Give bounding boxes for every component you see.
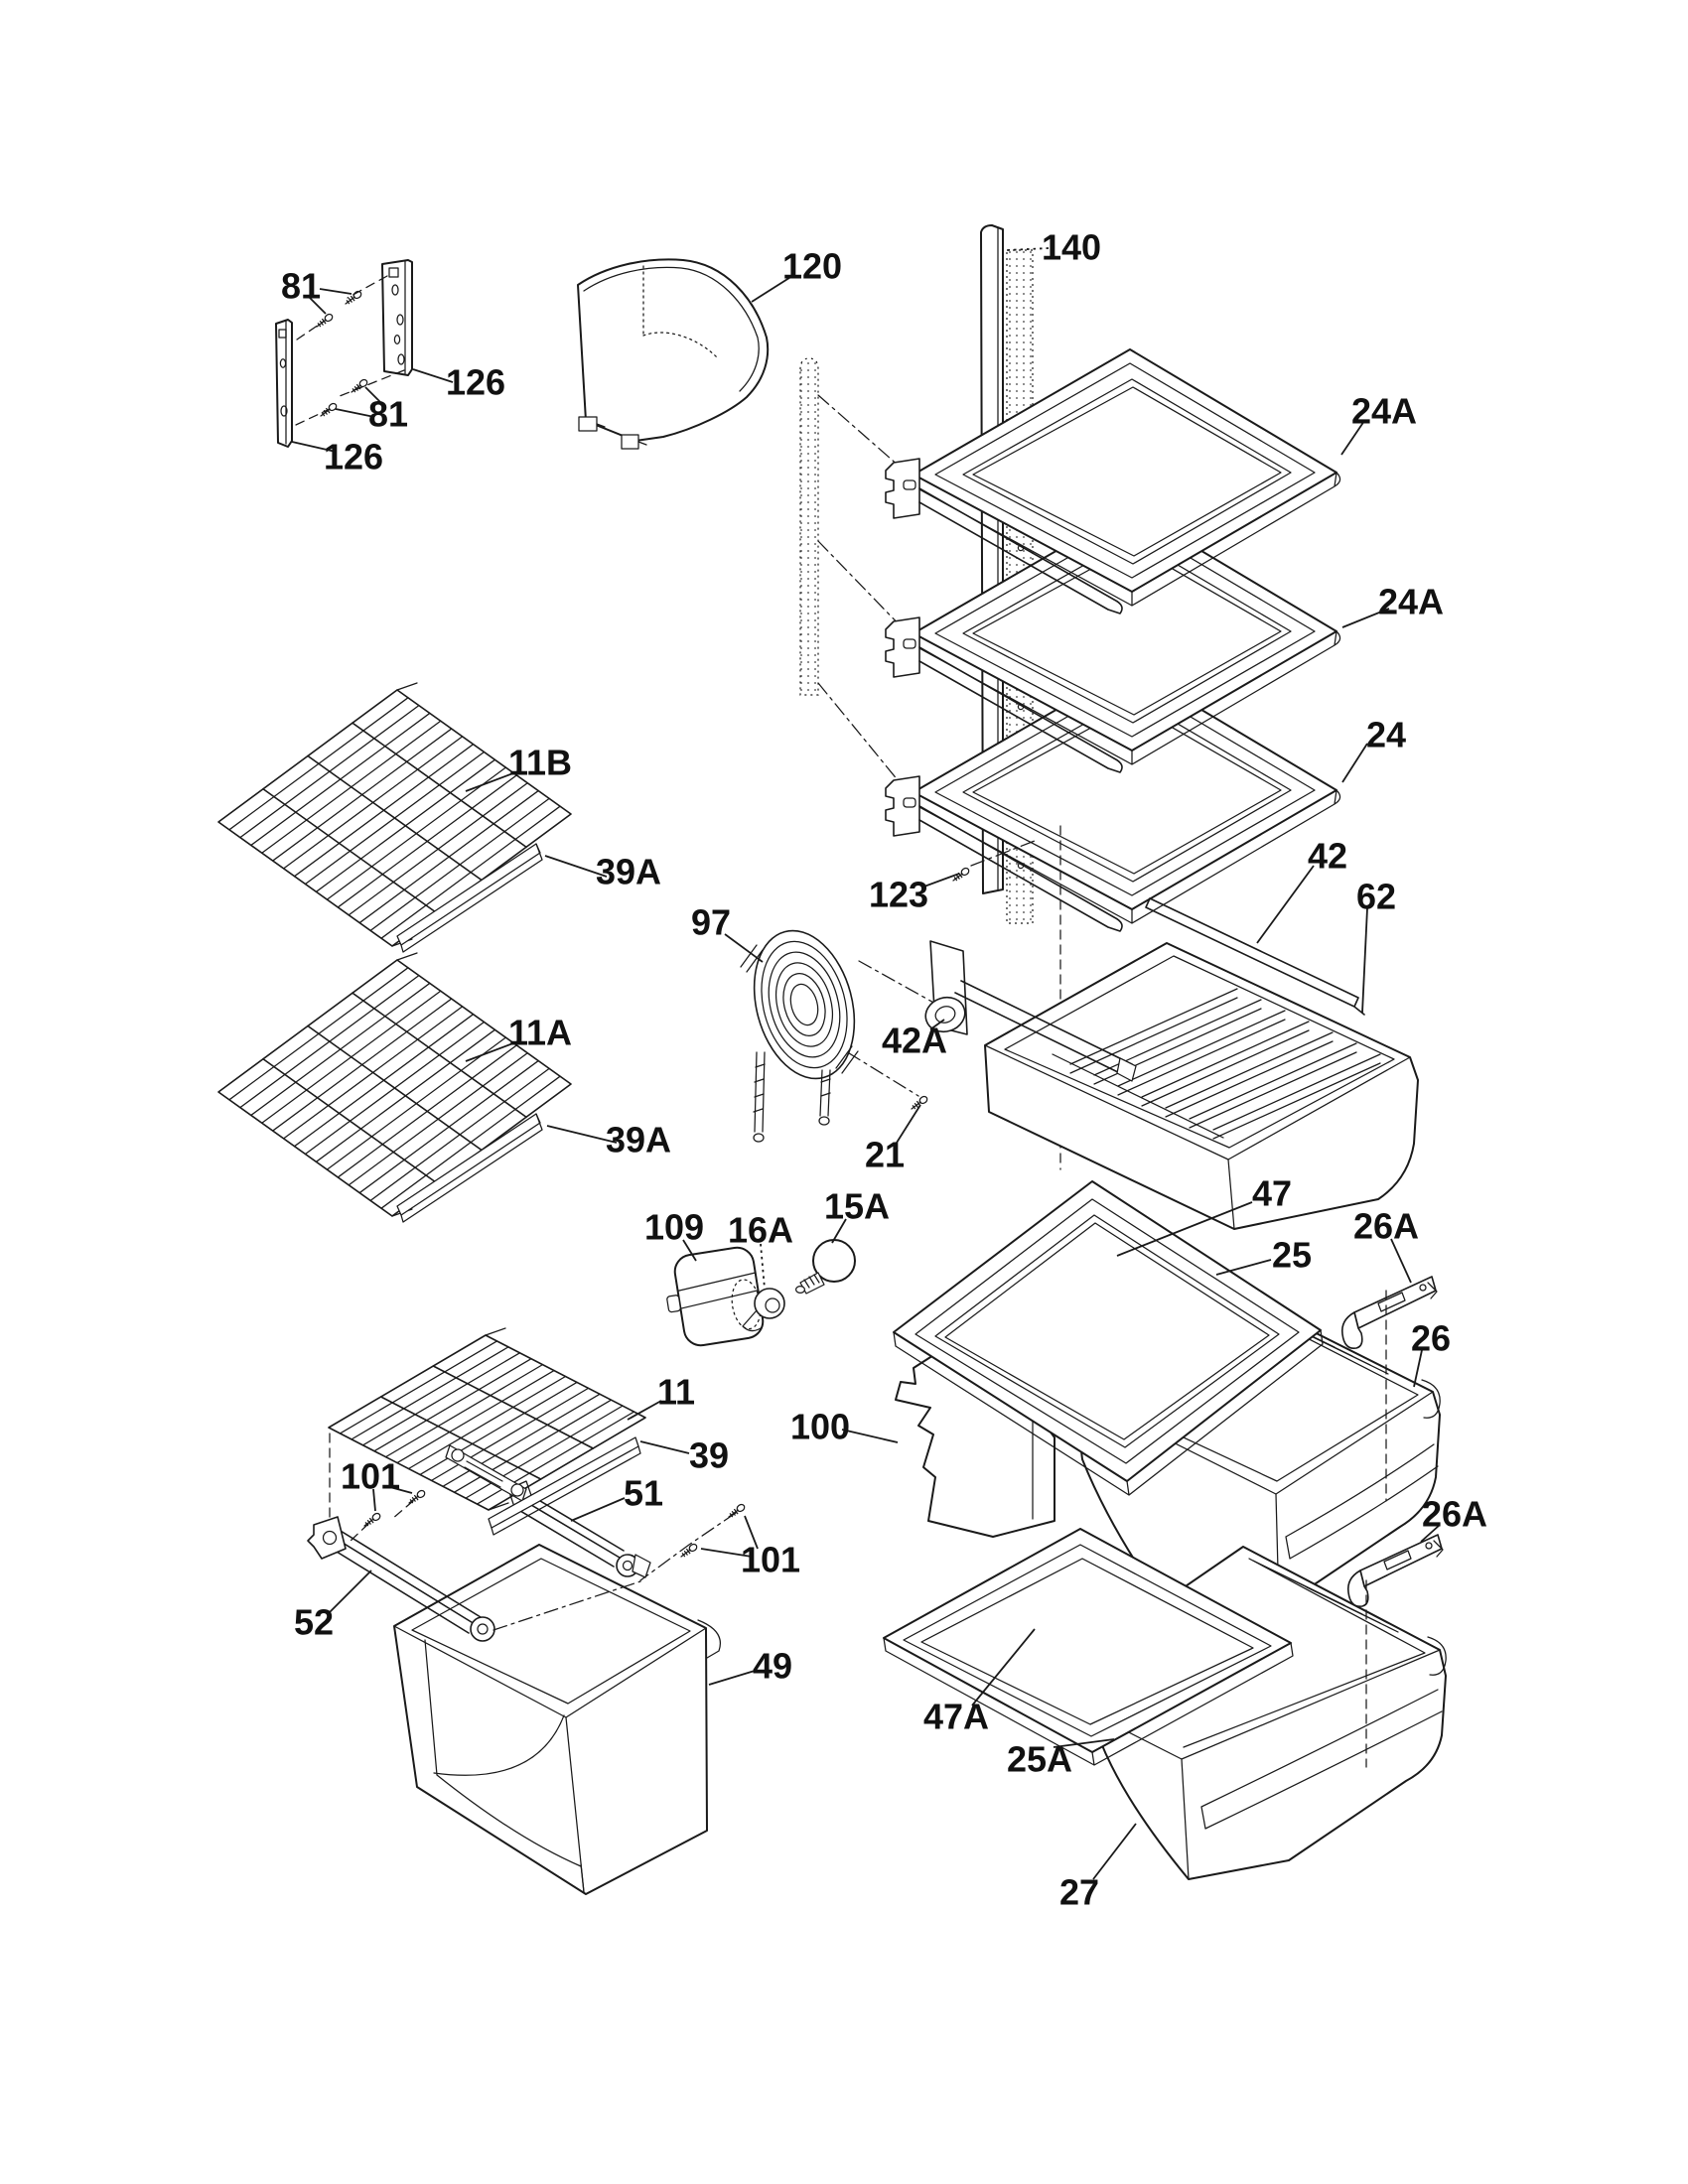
part-label-27-37: 27 xyxy=(1058,1871,1100,1913)
part-label-140-5: 140 xyxy=(1041,226,1102,268)
defrost-coil-97 xyxy=(739,919,870,1142)
part-label-100-23: 100 xyxy=(789,1406,851,1447)
part-label-109-19: 109 xyxy=(643,1206,705,1248)
glass-shelf-24a-1 xyxy=(886,349,1340,614)
phantom-center-rail xyxy=(800,358,908,792)
part-label-11b-15: 11B xyxy=(507,742,573,783)
part-label-52-28: 52 xyxy=(293,1601,335,1643)
part-label-39-24: 39 xyxy=(688,1434,730,1476)
part-label-47-30: 47 xyxy=(1251,1172,1293,1214)
part-label-16a-20: 16A xyxy=(727,1209,794,1251)
screw-icon xyxy=(350,378,368,395)
part-label-47a-35: 47A xyxy=(922,1696,990,1737)
leader-line-24-8-0 xyxy=(1342,744,1367,782)
part-label-123-9: 123 xyxy=(868,874,929,915)
leader-line-51-25-0 xyxy=(571,1498,625,1521)
part-label-39a-18: 39A xyxy=(605,1119,672,1160)
leader-line-52-28-0 xyxy=(330,1570,371,1612)
part-label-26a-34: 26A xyxy=(1421,1493,1488,1535)
leader-line-49-29-0 xyxy=(709,1671,755,1685)
part-label-24-8: 24 xyxy=(1365,714,1407,755)
part-label-120-4: 120 xyxy=(781,245,843,287)
crisper-pan-62 xyxy=(985,943,1418,1229)
leader-line-62-11-0 xyxy=(1362,908,1367,1013)
part-label-62-11: 62 xyxy=(1355,876,1397,917)
part-label-25-31: 25 xyxy=(1271,1234,1313,1276)
leader-line-16a-20-0 xyxy=(761,1244,765,1289)
part-label-126-1: 126 xyxy=(445,361,506,403)
leader-line-100-23-0 xyxy=(842,1430,898,1442)
screw-icon xyxy=(315,313,334,330)
part-label-25a-36: 25A xyxy=(1006,1738,1073,1780)
screw-icon xyxy=(362,1512,381,1529)
part-label-39a-16: 39A xyxy=(595,851,662,892)
part-label-51-25: 51 xyxy=(623,1472,664,1514)
part-label-15a-21: 15A xyxy=(823,1185,891,1227)
leader-line-42-10-0 xyxy=(1257,866,1314,943)
spill-basket-49 xyxy=(394,1545,720,1894)
part-label-101-27: 101 xyxy=(740,1539,801,1580)
screw-21-icon xyxy=(910,1095,928,1112)
wire-shelf-11a xyxy=(218,953,571,1216)
door-bin-120 xyxy=(578,259,768,449)
part-label-21-13: 21 xyxy=(864,1134,906,1175)
part-label-101-26: 101 xyxy=(340,1455,401,1497)
mounting-bracket-126-left xyxy=(276,320,292,447)
part-label-11-22: 11 xyxy=(656,1371,696,1413)
part-label-81-2: 81 xyxy=(367,393,409,435)
wire-shelf-11b xyxy=(218,683,571,946)
shelf-trim-39a-1 xyxy=(397,844,542,952)
part-label-24a-6: 24A xyxy=(1350,390,1418,432)
part-label-24a-7: 24A xyxy=(1377,581,1445,622)
mounting-bracket-126-right xyxy=(382,260,412,375)
part-label-42-10: 42 xyxy=(1307,835,1348,877)
leader-line-81-0-0 xyxy=(320,289,352,294)
part-label-49-29: 49 xyxy=(752,1645,793,1687)
screw-icon xyxy=(319,402,338,419)
part-label-26-33: 26 xyxy=(1410,1317,1452,1359)
part-label-42a-12: 42A xyxy=(881,1020,948,1061)
light-bulb-15a xyxy=(796,1240,855,1294)
part-label-126-3: 126 xyxy=(323,436,384,478)
leader-line-27-37-0 xyxy=(1093,1824,1136,1879)
part-label-81-0: 81 xyxy=(280,265,322,307)
part-label-97-14: 97 xyxy=(690,901,732,943)
shelf-trim-39a-2 xyxy=(397,1114,542,1222)
screw-icon xyxy=(727,1503,746,1520)
part-label-26a-32: 26A xyxy=(1352,1205,1420,1247)
part-label-11a-17: 11A xyxy=(507,1012,573,1053)
lamp-cover-109 xyxy=(660,1245,765,1349)
shelf-slide-mechanism xyxy=(446,1445,526,1501)
leader-line-39-24-0 xyxy=(640,1441,689,1453)
